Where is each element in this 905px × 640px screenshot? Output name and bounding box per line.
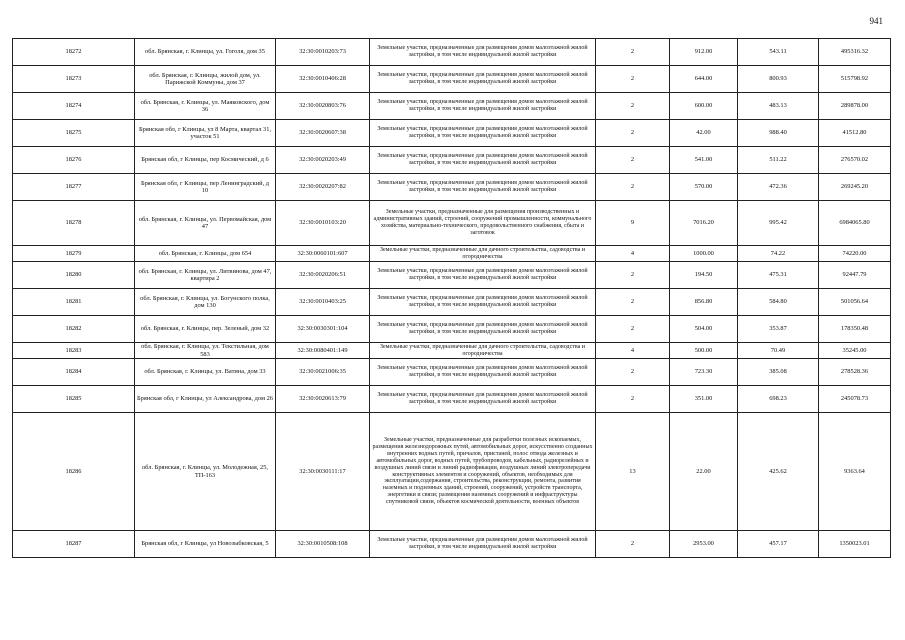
cadastral-number-cell: 32:30:0010508:108 <box>276 531 370 558</box>
address-cell: Брянская обл, г Клинцы, пер Ленинградский, д 10 <box>135 174 276 201</box>
specific-value-cell: 995.42 <box>738 201 819 246</box>
land-use-cell: Земельные участки, предназначенные для размещения домов малоэтажной жилой застройки, в том числе индивидуальной жилой застройки <box>370 316 596 343</box>
cadastral-number-cell: 32:30:0020207:82 <box>276 174 370 201</box>
land-use-cell: Земельные участки, предназначенные для размещения домов малоэтажной жилой застройки, в том числе индивидуальной жилой застройки <box>370 120 596 147</box>
row-number-cell: 18277 <box>13 174 135 201</box>
cadastral-value-cell: 9363.64 <box>819 413 891 531</box>
cadastral-number-cell: 32:30:0020803:76 <box>276 93 370 120</box>
table-row <box>13 93 891 120</box>
specific-value-cell: 475.31 <box>738 262 819 289</box>
specific-value-cell: 457.17 <box>738 531 819 558</box>
table-row <box>13 343 891 359</box>
category-code-cell: 4 <box>596 246 670 262</box>
specific-value-cell: 70.49 <box>738 343 819 359</box>
table-row <box>13 147 891 174</box>
address-cell: обл. Брянская, г. Клинцы, ул. Текстильная, дом 583 <box>135 343 276 359</box>
specific-value-cell: 483.13 <box>738 93 819 120</box>
row-number-cell: 18284 <box>13 359 135 386</box>
table-row <box>13 120 891 147</box>
area-cell: 912.00 <box>670 39 738 66</box>
area-cell: 42.00 <box>670 120 738 147</box>
row-number-cell: 18283 <box>13 343 135 359</box>
area-cell: 7016.20 <box>670 201 738 246</box>
specific-value-cell: 425.62 <box>738 413 819 531</box>
address-cell: обл. Брянская, г. Клинцы, ул. Литвинова, дом 47, квартира 2 <box>135 262 276 289</box>
area-cell: 856.80 <box>670 289 738 316</box>
land-use-cell: Земельные участки, предназначенные для размещения домов малоэтажной жилой застройки, в том числе индивидуальной жилой застройки <box>370 289 596 316</box>
land-use-cell: Земельные участки, предназначенные для разработки полезных ископаемых, размещения железнодорожных путей, автомобильных дорог, искусственно созданных внутренних водных путей, причалов, пристаней, полос отвода железных и автомобильных дорог, водных путей, трубопроводов, кабельных, радиорелейных и воздушных линий связи и линий радиофикации, воздушных линий электропередачи конструктивных элементов и сооружений, объектов, необходимых для эксплуатации,содержания, строительства, реконструкции, ремонта, развития наземных и подземных зданий, строений, сооружений, устройств транспорта, энергетики и связи; размещения наземных сооружений и инфраструктуры спутниковой связи, объектов космической деятельности, военных объектов <box>370 413 596 531</box>
address-cell: обл. Брянская, г. Клинцы, ул. Ватина, дом 33 <box>135 359 276 386</box>
specific-value-cell: 543.11 <box>738 39 819 66</box>
table-row <box>13 39 891 66</box>
land-use-cell: Земельные участки, предназначенные для размещения домов малоэтажной жилой застройки, в том числе индивидуальной жилой застройки <box>370 262 596 289</box>
land-use-cell: Земельные участки, предназначенные для размещения домов малоэтажной жилой застройки, в том числе индивидуальной жилой застройки <box>370 174 596 201</box>
cadastral-value-cell: 178350.48 <box>819 316 891 343</box>
address-cell: Брянская обл, г Клинцы, ул Новозыбковская, 5 <box>135 531 276 558</box>
registry-body <box>13 39 891 558</box>
address-cell: Брянская обл, г Клинцы, ул 8 Марта, квартал 31, участок 51 <box>135 120 276 147</box>
category-code-cell: 2 <box>596 359 670 386</box>
cadastral-number-cell: 32:30:0020206:51 <box>276 262 370 289</box>
row-number-cell: 18274 <box>13 93 135 120</box>
specific-value-cell: 800.93 <box>738 66 819 93</box>
table-row <box>13 359 891 386</box>
row-number-cell: 18275 <box>13 120 135 147</box>
specific-value-cell: 988.40 <box>738 120 819 147</box>
cadastral-value-cell: 245078.73 <box>819 386 891 413</box>
category-code-cell: 2 <box>596 386 670 413</box>
cadastral-number-cell: 32:30:0020613:79 <box>276 386 370 413</box>
page-number: 941 <box>869 16 883 26</box>
specific-value-cell: 353.87 <box>738 316 819 343</box>
area-cell: 541.00 <box>670 147 738 174</box>
address-cell: обл. Брянская, г. Клинцы, ул. Гоголя, дом 35 <box>135 39 276 66</box>
cadastral-value-cell: 74220.00 <box>819 246 891 262</box>
address-cell: обл. Брянская, г. Клинцы, жилой дом, ул. Парижской Коммуны, дом 37 <box>135 66 276 93</box>
category-code-cell: 13 <box>596 413 670 531</box>
table-row <box>13 174 891 201</box>
category-code-cell: 2 <box>596 174 670 201</box>
category-code-cell: 2 <box>596 316 670 343</box>
cadastral-number-cell: 32:30:0060101:607 <box>276 246 370 262</box>
table-row <box>13 531 891 558</box>
specific-value-cell: 511.22 <box>738 147 819 174</box>
row-number-cell: 18276 <box>13 147 135 174</box>
address-cell: Брянская обл, г Клинцы, пер Космический, д 6 <box>135 147 276 174</box>
category-code-cell: 2 <box>596 147 670 174</box>
table-row <box>13 386 891 413</box>
area-cell: 194.50 <box>670 262 738 289</box>
land-use-cell: Земельные участки, предназначенные для дачного строительства, садоводства и огородничества <box>370 343 596 359</box>
row-number-cell: 18287 <box>13 531 135 558</box>
cadastral-number-cell: 32:30:0010203:73 <box>276 39 370 66</box>
row-number-cell: 18280 <box>13 262 135 289</box>
row-number-cell: 18281 <box>13 289 135 316</box>
table-row <box>13 66 891 93</box>
cadastral-number-cell: 32:30:0020607:38 <box>276 120 370 147</box>
cadastral-value-cell: 515798.92 <box>819 66 891 93</box>
address-cell: обл. Брянская, г. Клинцы, ул. Маяковского, дом 36 <box>135 93 276 120</box>
land-use-cell: Земельные участки, предназначенные для размещения домов малоэтажной жилой застройки, в том числе индивидуальной жилой застройки <box>370 93 596 120</box>
cadastral-number-cell: 32:30:0030301:104 <box>276 316 370 343</box>
category-code-cell: 2 <box>596 289 670 316</box>
cadastral-number-cell: 32:30:0021006:35 <box>276 359 370 386</box>
cadastral-number-cell: 32:30:0010403:25 <box>276 289 370 316</box>
cadastral-value-cell: 6984065.80 <box>819 201 891 246</box>
table-row <box>13 413 891 531</box>
area-cell: 600.00 <box>670 93 738 120</box>
address-cell: обл. Брянская, г. Клинцы, ул. Первомайская, дом 47 <box>135 201 276 246</box>
area-cell: 22.00 <box>670 413 738 531</box>
address-cell: обл. Брянская, г. Клинцы, ул. Молодежная, 25, ТП-163 <box>135 413 276 531</box>
address-cell: обл. Брянская, г. Клинцы, дом 654 <box>135 246 276 262</box>
area-cell: 351.00 <box>670 386 738 413</box>
table-row <box>13 201 891 246</box>
area-cell: 723.30 <box>670 359 738 386</box>
row-number-cell: 18272 <box>13 39 135 66</box>
row-number-cell: 18278 <box>13 201 135 246</box>
cadastral-value-cell: 41512.80 <box>819 120 891 147</box>
land-use-cell: Земельные участки, предназначенные для размещения домов малоэтажной жилой застройки, в том числе индивидуальной жилой застройки <box>370 386 596 413</box>
address-cell: Брянская обл, г Клинцы, ул Александрова, дом 26 <box>135 386 276 413</box>
table-row <box>13 289 891 316</box>
cadastral-value-cell: 276570.02 <box>819 147 891 174</box>
land-use-cell: Земельные участки, предназначенные для размещения домов малоэтажной жилой застройки, в том числе индивидуальной жилой застройки <box>370 147 596 174</box>
specific-value-cell: 698.23 <box>738 386 819 413</box>
area-cell: 504.00 <box>670 316 738 343</box>
category-code-cell: 2 <box>596 531 670 558</box>
cadastral-number-cell: 32:30:0030111:17 <box>276 413 370 531</box>
land-registry-table <box>12 38 891 558</box>
area-cell: 570.00 <box>670 174 738 201</box>
table-row <box>13 316 891 343</box>
address-cell: обл. Брянская, г. Клинцы, ул. Богунского полка, дом 130 <box>135 289 276 316</box>
area-cell: 644.00 <box>670 66 738 93</box>
category-code-cell: 2 <box>596 93 670 120</box>
cadastral-value-cell: 495316.32 <box>819 39 891 66</box>
row-number-cell: 18286 <box>13 413 135 531</box>
cadastral-number-cell: 32:30:0010103:20 <box>276 201 370 246</box>
specific-value-cell: 74.22 <box>738 246 819 262</box>
cadastral-value-cell: 278528.36 <box>819 359 891 386</box>
land-use-cell: Земельные участки, предназначенные для размещения домов малоэтажной жилой застройки, в том числе индивидуальной жилой застройки <box>370 531 596 558</box>
category-code-cell: 2 <box>596 39 670 66</box>
area-cell: 1000.00 <box>670 246 738 262</box>
category-code-cell: 2 <box>596 120 670 147</box>
specific-value-cell: 584.80 <box>738 289 819 316</box>
land-use-cell: Земельные участки, предназначенные для размещения домов малоэтажной жилой застройки, в том числе индивидуальной жилой застройки <box>370 359 596 386</box>
cadastral-value-cell: 289878.00 <box>819 93 891 120</box>
row-number-cell: 18279 <box>13 246 135 262</box>
cadastral-number-cell: 32:30:0010406:28 <box>276 66 370 93</box>
specific-value-cell: 385.08 <box>738 359 819 386</box>
category-code-cell: 4 <box>596 343 670 359</box>
cadastral-number-cell: 32:30:0080401:149 <box>276 343 370 359</box>
row-number-cell: 18282 <box>13 316 135 343</box>
specific-value-cell: 472.36 <box>738 174 819 201</box>
cadastral-value-cell: 35245.00 <box>819 343 891 359</box>
table-row <box>13 262 891 289</box>
land-use-cell: Земельные участки, предназначенные для размещения домов малоэтажной жилой застройки, в том числе индивидуальной жилой застройки <box>370 39 596 66</box>
row-number-cell: 18285 <box>13 386 135 413</box>
table-row <box>13 246 891 262</box>
land-use-cell: Земельные участки, предназначенные для дачного строительства, садоводства и огородничества <box>370 246 596 262</box>
area-cell: 2953.00 <box>670 531 738 558</box>
cadastral-value-cell: 92447.79 <box>819 262 891 289</box>
address-cell: обл. Брянская, г. Клинцы, пер. Зеленый, дом 32 <box>135 316 276 343</box>
cadastral-value-cell: 1350023.01 <box>819 531 891 558</box>
land-use-cell: Земельные участки, предназначенные для размещения производственных и административных зданий, строений, сооружений промышленности, коммунального хозяйства, материально-технического, продовольственного снабжения, сбыта и заготовок <box>370 201 596 246</box>
category-code-cell: 9 <box>596 201 670 246</box>
row-number-cell: 18273 <box>13 66 135 93</box>
cadastral-value-cell: 269245.20 <box>819 174 891 201</box>
cadastral-number-cell: 32:30:0020203:49 <box>276 147 370 174</box>
area-cell: 500.00 <box>670 343 738 359</box>
category-code-cell: 2 <box>596 66 670 93</box>
category-code-cell: 2 <box>596 262 670 289</box>
land-use-cell: Земельные участки, предназначенные для размещения домов малоэтажной жилой застройки, в том числе индивидуальной жилой застройки <box>370 66 596 93</box>
cadastral-value-cell: 501056.64 <box>819 289 891 316</box>
